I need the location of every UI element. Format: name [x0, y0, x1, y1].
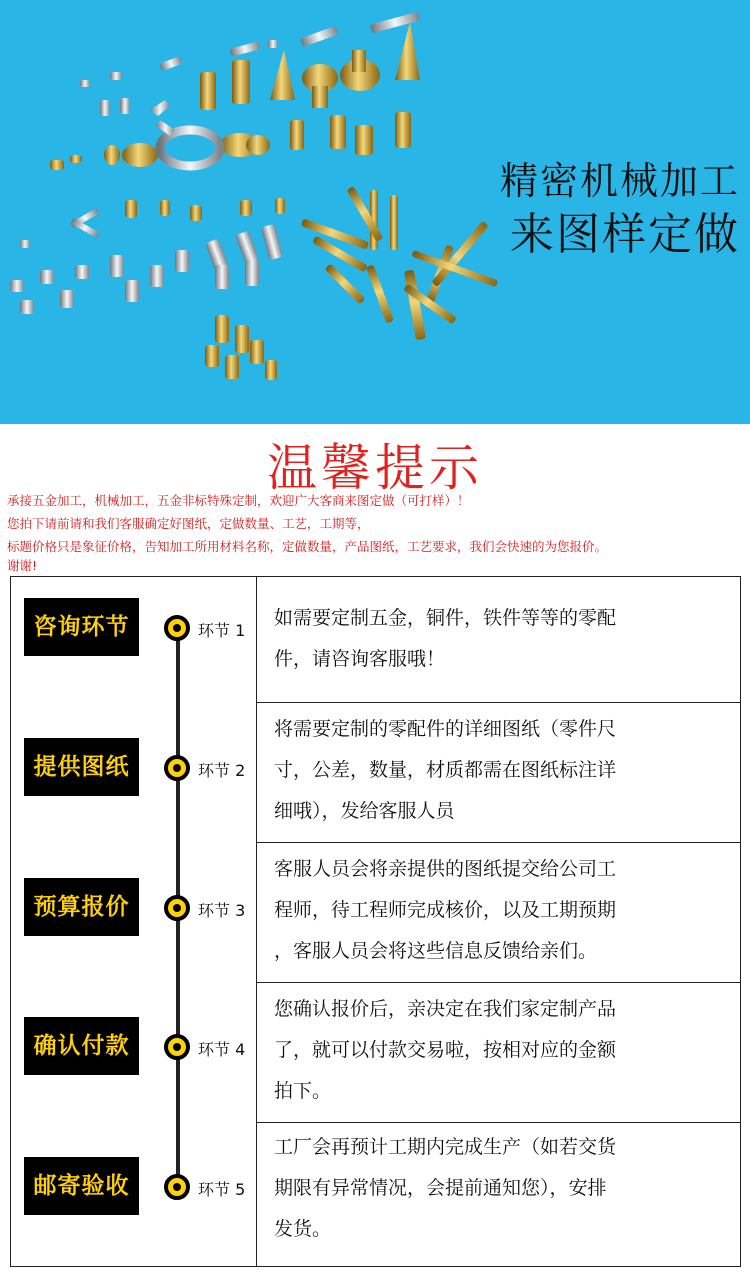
step-label: 邮寄验收	[24, 1157, 139, 1215]
timeline-dot-icon	[164, 1034, 190, 1060]
step-description: 客服人员会将亲提供的图纸提交给公司工 程师，待工程师完成核价，以及工期预期 ，客服人员会将这些信息反馈给亲们。	[274, 858, 617, 962]
timeline-dot-icon	[164, 895, 190, 921]
step-description: 工厂会再预计工期内完成生产（如若交货 期限有异常情况，会提前通知您），安排 发货。	[274, 1136, 617, 1240]
step-label: 确认付款	[24, 1017, 139, 1075]
step-number: 环节 1	[198, 621, 246, 640]
hero-banner	[0, 0, 750, 424]
step-description: 如需要定制五金，铜件，铁件等等的零配 件，请咨询客服哦！	[274, 607, 617, 670]
step-label: 预算报价	[24, 878, 139, 936]
step-number: 环节 5	[198, 1180, 246, 1199]
row-divider	[256, 702, 741, 703]
step-description: 将需要定制的零配件的详细图纸（零件尺 寸，公差，数量，材质都需在图纸标注详 细哦），发给客服人员	[274, 718, 617, 822]
hero-headline-2: 来图样定做	[510, 209, 740, 260]
step-number: 环节 4	[198, 1040, 246, 1059]
notice-line: 承接五金加工，机械加工，五金非标特殊定制，欢迎广大客商来图定做（可打样）！	[7, 493, 470, 508]
step-description: 您确认报价后，亲决定在我们家定制产品 了，就可以付款交易啦，按相对应的金额 拍下。	[274, 998, 617, 1102]
row-divider	[256, 982, 741, 983]
step-number: 环节 3	[198, 901, 246, 920]
timeline-dot-icon	[164, 1174, 190, 1200]
notice-line: 标题价格只是象征价格，告知加工所用材料名称，定做数量，产品图纸，工艺要求，我们会快速的为您报价。	[7, 539, 608, 554]
hero-headline-1: 精密机械加工	[499, 159, 740, 203]
row-divider	[256, 842, 741, 843]
tips-title: 温馨提示	[267, 439, 483, 497]
table-divider	[256, 576, 257, 1267]
timeline-dot-icon	[164, 755, 190, 781]
step-number: 环节 2	[198, 761, 246, 780]
notice-line: 您拍下请前请和我们客服确定好图纸，定做数量、工艺，工期等，	[7, 516, 370, 531]
row-divider	[256, 1122, 741, 1123]
step-label: 咨询环节	[24, 598, 139, 656]
step-label: 提供图纸	[24, 738, 139, 796]
timeline-dot-icon	[164, 615, 190, 641]
notice-line: 谢谢!	[7, 558, 38, 573]
